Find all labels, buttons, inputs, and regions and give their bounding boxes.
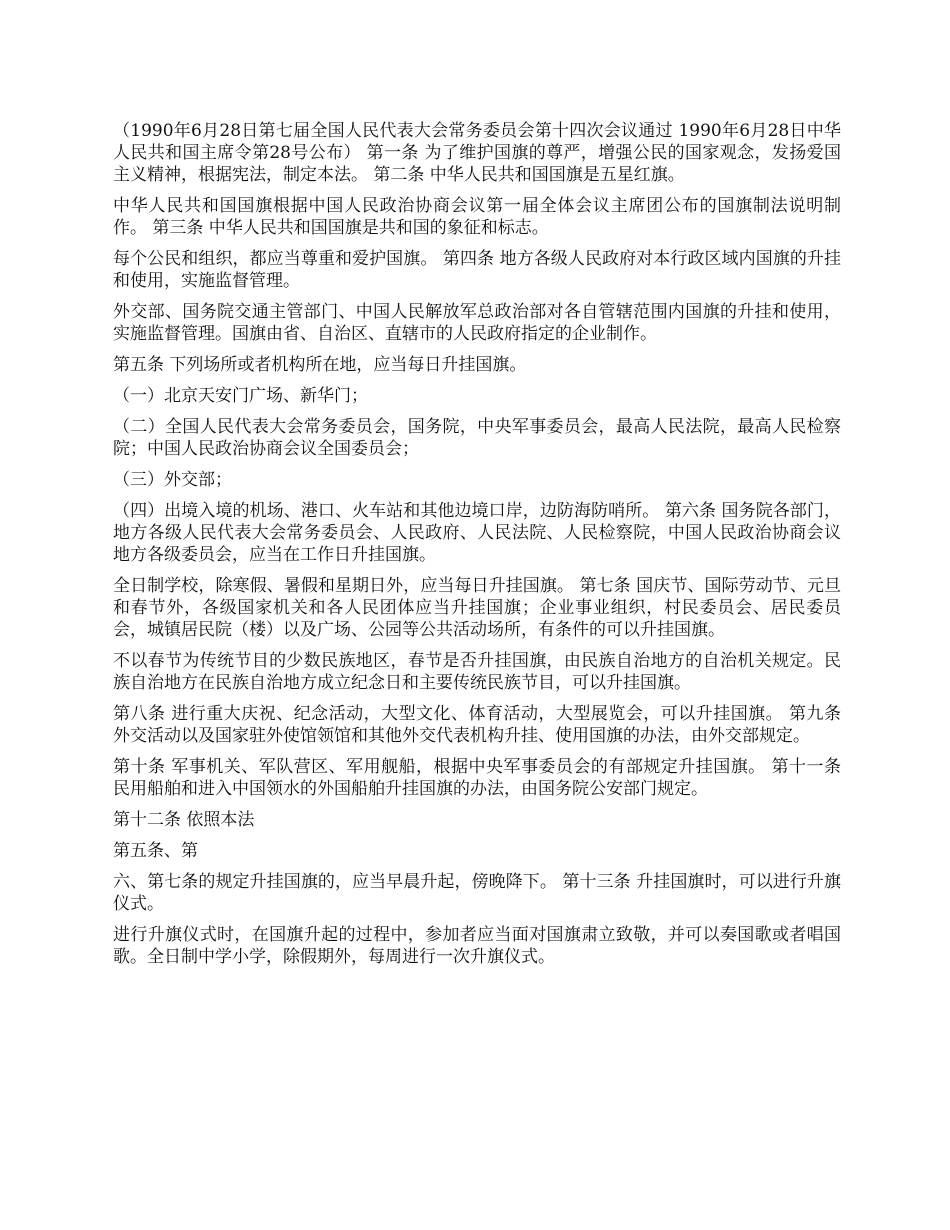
- paragraph-4: 外交部、国务院交通主管部门、中国人民解放军总政治部对各自管辖范围内国旗的升挂和使用，实施监督管理。国旗由省、自治区、直辖市的人民政府指定的企业制作。: [113, 302, 841, 344]
- document-body: [113, 120, 841, 977]
- paragraph-14: 第十二条 依照本法: [113, 810, 255, 830]
- paragraph-9: （四）出境入境的机场、港口、火车站和其他边境口岸，边防海防哨所。 第六条 国务院各部门，地方各级人民代表大会常务委员会、人民政府、人民法院、人民检察院，中国人民政治协商会议地方各级委员会，应当在工作日升挂国旗。: [113, 501, 841, 565]
- paragraph-2: 中华人民共和国国旗根据中国人民政治协商会议第一届全体会议主席团公布的国旗制法说明制作。 第三条 中华人民共和国国旗是共和国的象征和标志。: [113, 196, 841, 238]
- paragraph-11: 不以春节为传统节目的少数民族地区，春节是否升挂国旗，由民族自治地方的自治机关规定。民族自治地方在民族自治地方成立纪念日和主要传统民族节目，可以升挂国旗。: [113, 651, 841, 693]
- paragraph-3: 每个公民和组织，都应当尊重和爱护国旗。 第四条 地方各级人民政府对本行政区域内国旗的升挂和使用，实施监督管理。: [113, 249, 841, 291]
- paragraph-12: 第八条 进行重大庆祝、纪念活动，大型文化、体育活动，大型展览会，可以升挂国旗。 第九条 外交活动以及国家驻外使馆领馆和其他外交代表机构升挂、使用国旗的办法，由外交部规定。: [113, 704, 841, 746]
- paragraph-6: （一）北京天安门广场、新华门；: [113, 386, 368, 406]
- paragraph-17: 进行升旗仪式时，在国旗升起的过程中，参加者应当面对国旗肃立致敬，并可以奏国歌或者唱国歌。全日制中学小学，除假期外，每周进行一次升旗仪式。: [113, 925, 841, 967]
- paragraph-7: （二）全国人民代表大会常务委员会，国务院，中央军事委员会，最高人民法院，最高人民检察院；中国人民政治协商会议全国委员会；: [113, 417, 841, 459]
- paragraph-15: 第五条、第: [113, 841, 198, 861]
- paragraph-1: （1990年6月28日第七届全国人民代表大会常务委员会第十四次会议通过 1990年6月28日中华人民共和国主席令第28号公布） 第一条 为了维护国旗的尊严，增强公民的国家观念，发扬爱国主义精神，根据宪法，制定本法。 第二条 中华人民共和国国旗是五星红旗。: [113, 121, 841, 185]
- paragraph-5: 第五条 下列场所或者机构所在地，应当每日升挂国旗。: [113, 355, 527, 375]
- paragraph-10: 全日制学校，除寒假、暑假和星期日外，应当每日升挂国旗。 第七条 国庆节、国际劳动节、元旦和春节外，各级国家机关和各人民团体应当升挂国旗；企业事业组织，村民委员会、居民委员会，城镇居民院（楼）以及广场、公园等公共活动场所，有条件的可以升挂国旗。: [113, 576, 841, 640]
- paragraph-16: 六、第七条的规定升挂国旗的，应当早晨升起，傍晚降下。 第十三条 升挂国旗时，可以进行升旗仪式。: [113, 872, 841, 914]
- paragraph-8: （三）外交部；: [113, 470, 232, 490]
- paragraph-13: 第十条 军事机关、军队营区、军用舰船，根据中央军事委员会的有部规定升挂国旗。 第十一条 民用船舶和进入中国领水的外国船舶升挂国旗的办法，由国务院公安部门规定。: [113, 757, 841, 799]
